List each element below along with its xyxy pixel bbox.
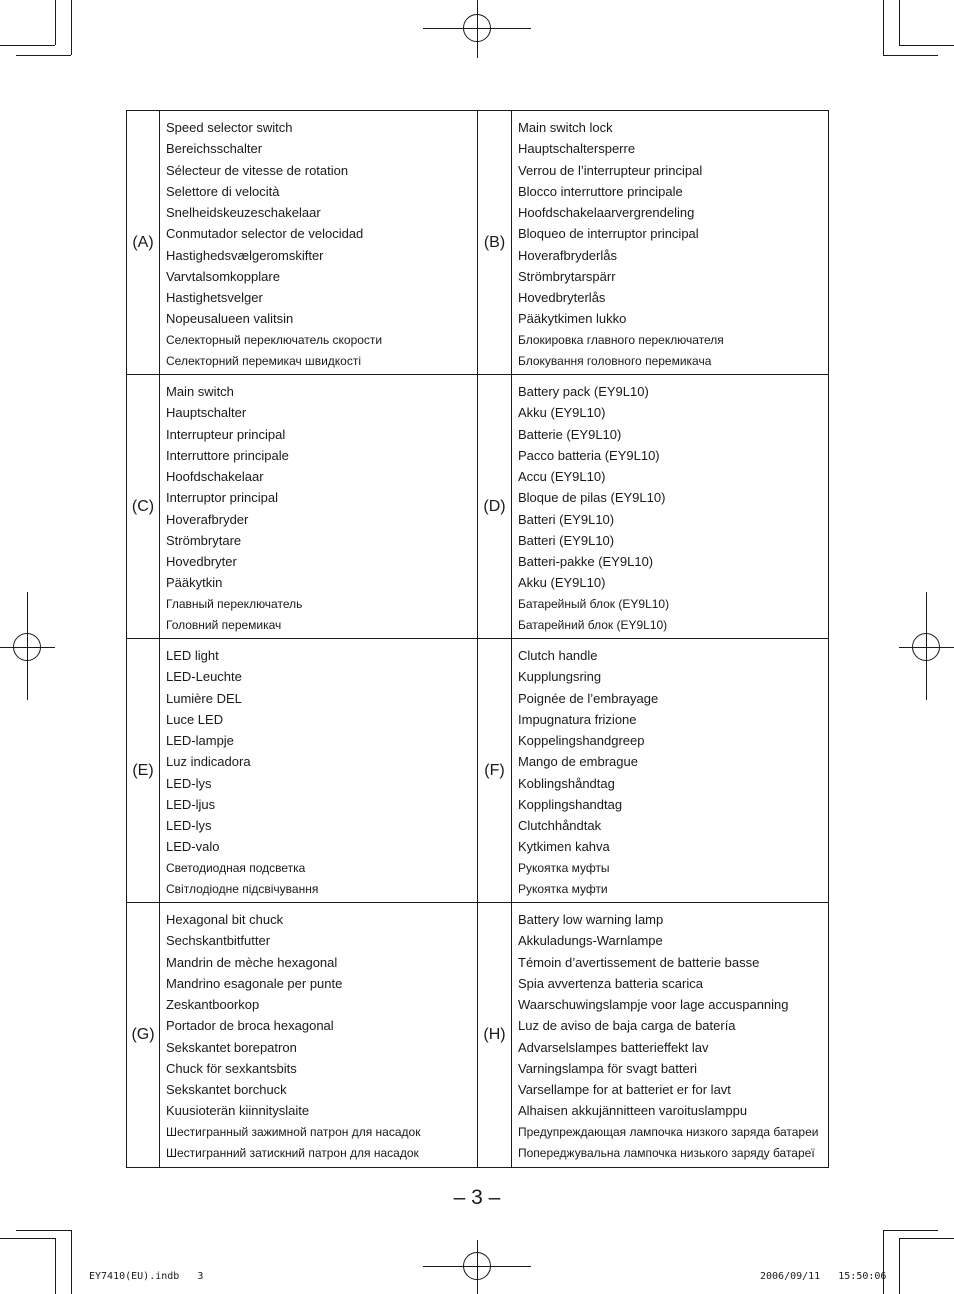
part-name: Interrupteur principal <box>166 426 286 442</box>
part-name: Pääkytkimen lukko <box>518 311 627 327</box>
part-name: Batteri (EY9L10) <box>518 532 615 548</box>
part-name: LED-lys <box>166 818 212 833</box>
table-row <box>127 374 828 639</box>
part-name: Bloqueo de interruptor principal <box>518 226 699 242</box>
part-name: Шестигранный зажимной патрон для насадок <box>166 1124 421 1139</box>
part-name: LED light <box>166 648 219 663</box>
part-name: Sélecteur de vitesse de rotation <box>166 162 349 178</box>
part-name: Témoin d’avertissement de batterie basse <box>518 954 760 970</box>
part-name: Poignée de l’embrayage <box>518 690 659 706</box>
registration-circle <box>13 633 41 661</box>
part-name: Головний перемикач <box>166 617 282 632</box>
part-name: Koblingshåndtag <box>518 775 615 791</box>
part-name: Clutch handle <box>518 648 598 663</box>
part-name: Varningslampa för svagt batteri <box>518 1060 697 1076</box>
part-name: Главный переключатель <box>166 596 303 611</box>
part-name: Mandrino esagonale per punte <box>166 975 343 991</box>
part-name: Mango de embrague <box>518 754 638 770</box>
part-name: Waarschuwingslampje voor lage accuspanning <box>518 997 789 1012</box>
crop-mark <box>899 45 954 46</box>
parts-table <box>126 110 829 1168</box>
part-name: Блокування головного перемикача <box>518 353 712 368</box>
part-names <box>512 111 828 375</box>
part-name: Блокировка главного переключателя <box>518 332 724 347</box>
crop-mark <box>883 1230 938 1231</box>
part-letter: (H) <box>478 903 512 1167</box>
part-name: Bloque de pilas (EY9L10) <box>518 490 666 506</box>
part-name: Chuck för sexkantsbits <box>166 1060 297 1076</box>
part-name: Luz de aviso de baja carga de batería <box>518 1018 736 1034</box>
part-name: Hauptschaltersperre <box>518 141 636 157</box>
part-names <box>512 375 828 639</box>
part-name: Varvtalsomkopplare <box>166 268 280 284</box>
crop-mark <box>71 0 72 55</box>
registration-circle <box>912 633 940 661</box>
part-name: Luz indicadora <box>166 754 251 770</box>
part-name: Main switch <box>166 384 234 399</box>
part-names <box>160 375 478 639</box>
crop-mark <box>899 1238 954 1239</box>
part-name: Світлодіодне підсвічування <box>166 881 319 896</box>
crop-mark <box>883 0 884 55</box>
part-names <box>160 639 478 903</box>
part-name: Батарейный блок (EY9L10) <box>518 596 670 611</box>
part-name: LED-valo <box>166 839 220 855</box>
part-name: Hovedbryterlås <box>518 290 606 305</box>
part-name: Sechskantbitfutter <box>166 933 271 949</box>
crop-mark <box>71 1230 72 1294</box>
crop-mark <box>16 55 71 56</box>
part-name: Попереджувальна лампочка низького заряду батареї <box>518 1145 815 1160</box>
part-letter: (F) <box>478 639 512 903</box>
part-name: Hauptschalter <box>166 405 247 421</box>
part-name: Kupplungsring <box>518 669 602 685</box>
footer-filename: EY7410(EU).indb 3 <box>89 1271 204 1282</box>
part-name: Hastighedsvælgeromskifter <box>166 247 324 263</box>
part-name: Lumière DEL <box>166 690 242 706</box>
registration-circle <box>463 14 491 42</box>
part-name: Sekskantet borchuck <box>166 1082 287 1097</box>
part-name: Strömbrytarspärr <box>518 268 616 284</box>
part-name: Varsellampe for at batteriet er for lavt <box>518 1082 731 1097</box>
crop-mark <box>55 1238 56 1294</box>
part-name: Hoverafbryderlås <box>518 247 617 263</box>
part-name: Hovedbryter <box>166 554 237 569</box>
part-name: Mandrin de mèche hexagonal <box>166 954 338 970</box>
registration-circle <box>463 1252 491 1280</box>
part-name: Рукоятка муфты <box>518 860 610 875</box>
part-name: Шестигранний затискний патрон для насадок <box>166 1145 419 1160</box>
part-name: Conmutador selector de velocidad <box>166 226 364 242</box>
part-names <box>512 639 828 903</box>
part-name: Батарейний блок (EY9L10) <box>518 617 668 632</box>
table-row <box>127 638 828 903</box>
part-name: Kopplingshandtag <box>518 796 623 812</box>
crop-mark <box>0 45 55 46</box>
part-letter: (A) <box>127 111 160 375</box>
part-name: Hastighetsvelger <box>166 290 263 305</box>
part-name: Akku (EY9L10) <box>518 575 606 591</box>
part-name: Светодиодная подсветка <box>166 860 306 875</box>
table-row <box>127 111 828 375</box>
page-number: – 3 – <box>453 1186 501 1209</box>
part-name: Hoofdschakelaarvergrendeling <box>518 205 695 220</box>
part-name: Sekskantet borepatron <box>166 1039 297 1055</box>
crop-mark <box>883 55 938 56</box>
part-name: Pacco batteria (EY9L10) <box>518 447 660 463</box>
part-name: Selettore di velocità <box>166 183 280 199</box>
footer-timestamp: 2006/09/11 15:50:06 <box>760 1271 887 1282</box>
part-name: Kuusioterän kiinnityslaite <box>166 1103 310 1119</box>
table-row <box>127 902 828 1167</box>
part-name: LED-lys <box>166 775 212 791</box>
part-name: Hoofdschakelaar <box>166 469 264 484</box>
crop-mark <box>0 1238 55 1239</box>
part-name: Accu (EY9L10) <box>518 469 606 484</box>
part-name: Interruttore principale <box>166 447 289 463</box>
part-name: Bereichsschalter <box>166 141 263 157</box>
part-name: Snelheidskeuzeschakelaar <box>166 205 321 220</box>
part-name: Kytkimen kahva <box>518 839 610 855</box>
part-name: Luce LED <box>166 711 224 727</box>
part-name: Strömbrytare <box>166 532 242 548</box>
part-name: Селекторный переключатель скорости <box>166 332 383 347</box>
part-name: Hexagonal bit chuck <box>166 912 284 927</box>
part-letter: (D) <box>478 375 512 639</box>
part-name: Pääkytkin <box>166 575 223 591</box>
part-name: Interruptor principal <box>166 490 278 506</box>
crop-mark <box>55 0 56 45</box>
part-name: Clutchhåndtak <box>518 818 602 833</box>
part-name: Advarselslampes batterieffekt lav <box>518 1039 709 1055</box>
part-name: Akkuladungs-Warnlampe <box>518 933 663 949</box>
part-names <box>512 903 828 1167</box>
crop-mark <box>899 0 900 45</box>
crop-mark <box>883 1230 884 1294</box>
part-name: Main switch lock <box>518 120 613 135</box>
part-name: Zeskantboorkop <box>166 997 260 1012</box>
part-names <box>160 903 478 1167</box>
part-letter: (E) <box>127 639 160 903</box>
part-name: Battery pack (EY9L10) <box>518 384 649 399</box>
part-name: Batteri-pakke (EY9L10) <box>518 554 654 569</box>
part-letter: (C) <box>127 375 160 639</box>
part-name: LED-lampje <box>166 733 234 748</box>
part-name: Verrou de l’interrupteur principal <box>518 162 703 178</box>
part-names <box>160 111 478 375</box>
part-name: LED-Leuchte <box>166 669 242 685</box>
crop-mark <box>16 1230 71 1231</box>
part-name: Speed selector switch <box>166 120 293 135</box>
part-name: Alhaisen akkujännitteen varoituslamppu <box>518 1103 748 1119</box>
part-name: Blocco interruttore principale <box>518 183 683 199</box>
part-letter: (G) <box>127 903 160 1167</box>
part-letter: (B) <box>478 111 512 375</box>
part-name: Impugnatura frizione <box>518 711 637 727</box>
part-name: Portador de broca hexagonal <box>166 1018 334 1034</box>
part-name: Batterie (EY9L10) <box>518 426 622 442</box>
part-name: Hoverafbryder <box>166 511 249 527</box>
part-name: Spia avvertenza batteria scarica <box>518 975 703 991</box>
part-name: Рукоятка муфти <box>518 881 608 896</box>
part-name: Akku (EY9L10) <box>518 405 606 421</box>
part-name: Nopeusalueen valitsin <box>166 311 294 327</box>
crop-mark <box>899 1238 900 1294</box>
part-name: LED-ljus <box>166 796 216 812</box>
part-name: Предупреждающая лампочка низкого заряда батареи <box>518 1124 819 1139</box>
part-name: Battery low warning lamp <box>518 912 664 927</box>
part-name: Селекторний перемикач швидкості <box>166 353 361 368</box>
part-name: Koppelingshandgreep <box>518 733 645 748</box>
part-name: Batteri (EY9L10) <box>518 511 615 527</box>
